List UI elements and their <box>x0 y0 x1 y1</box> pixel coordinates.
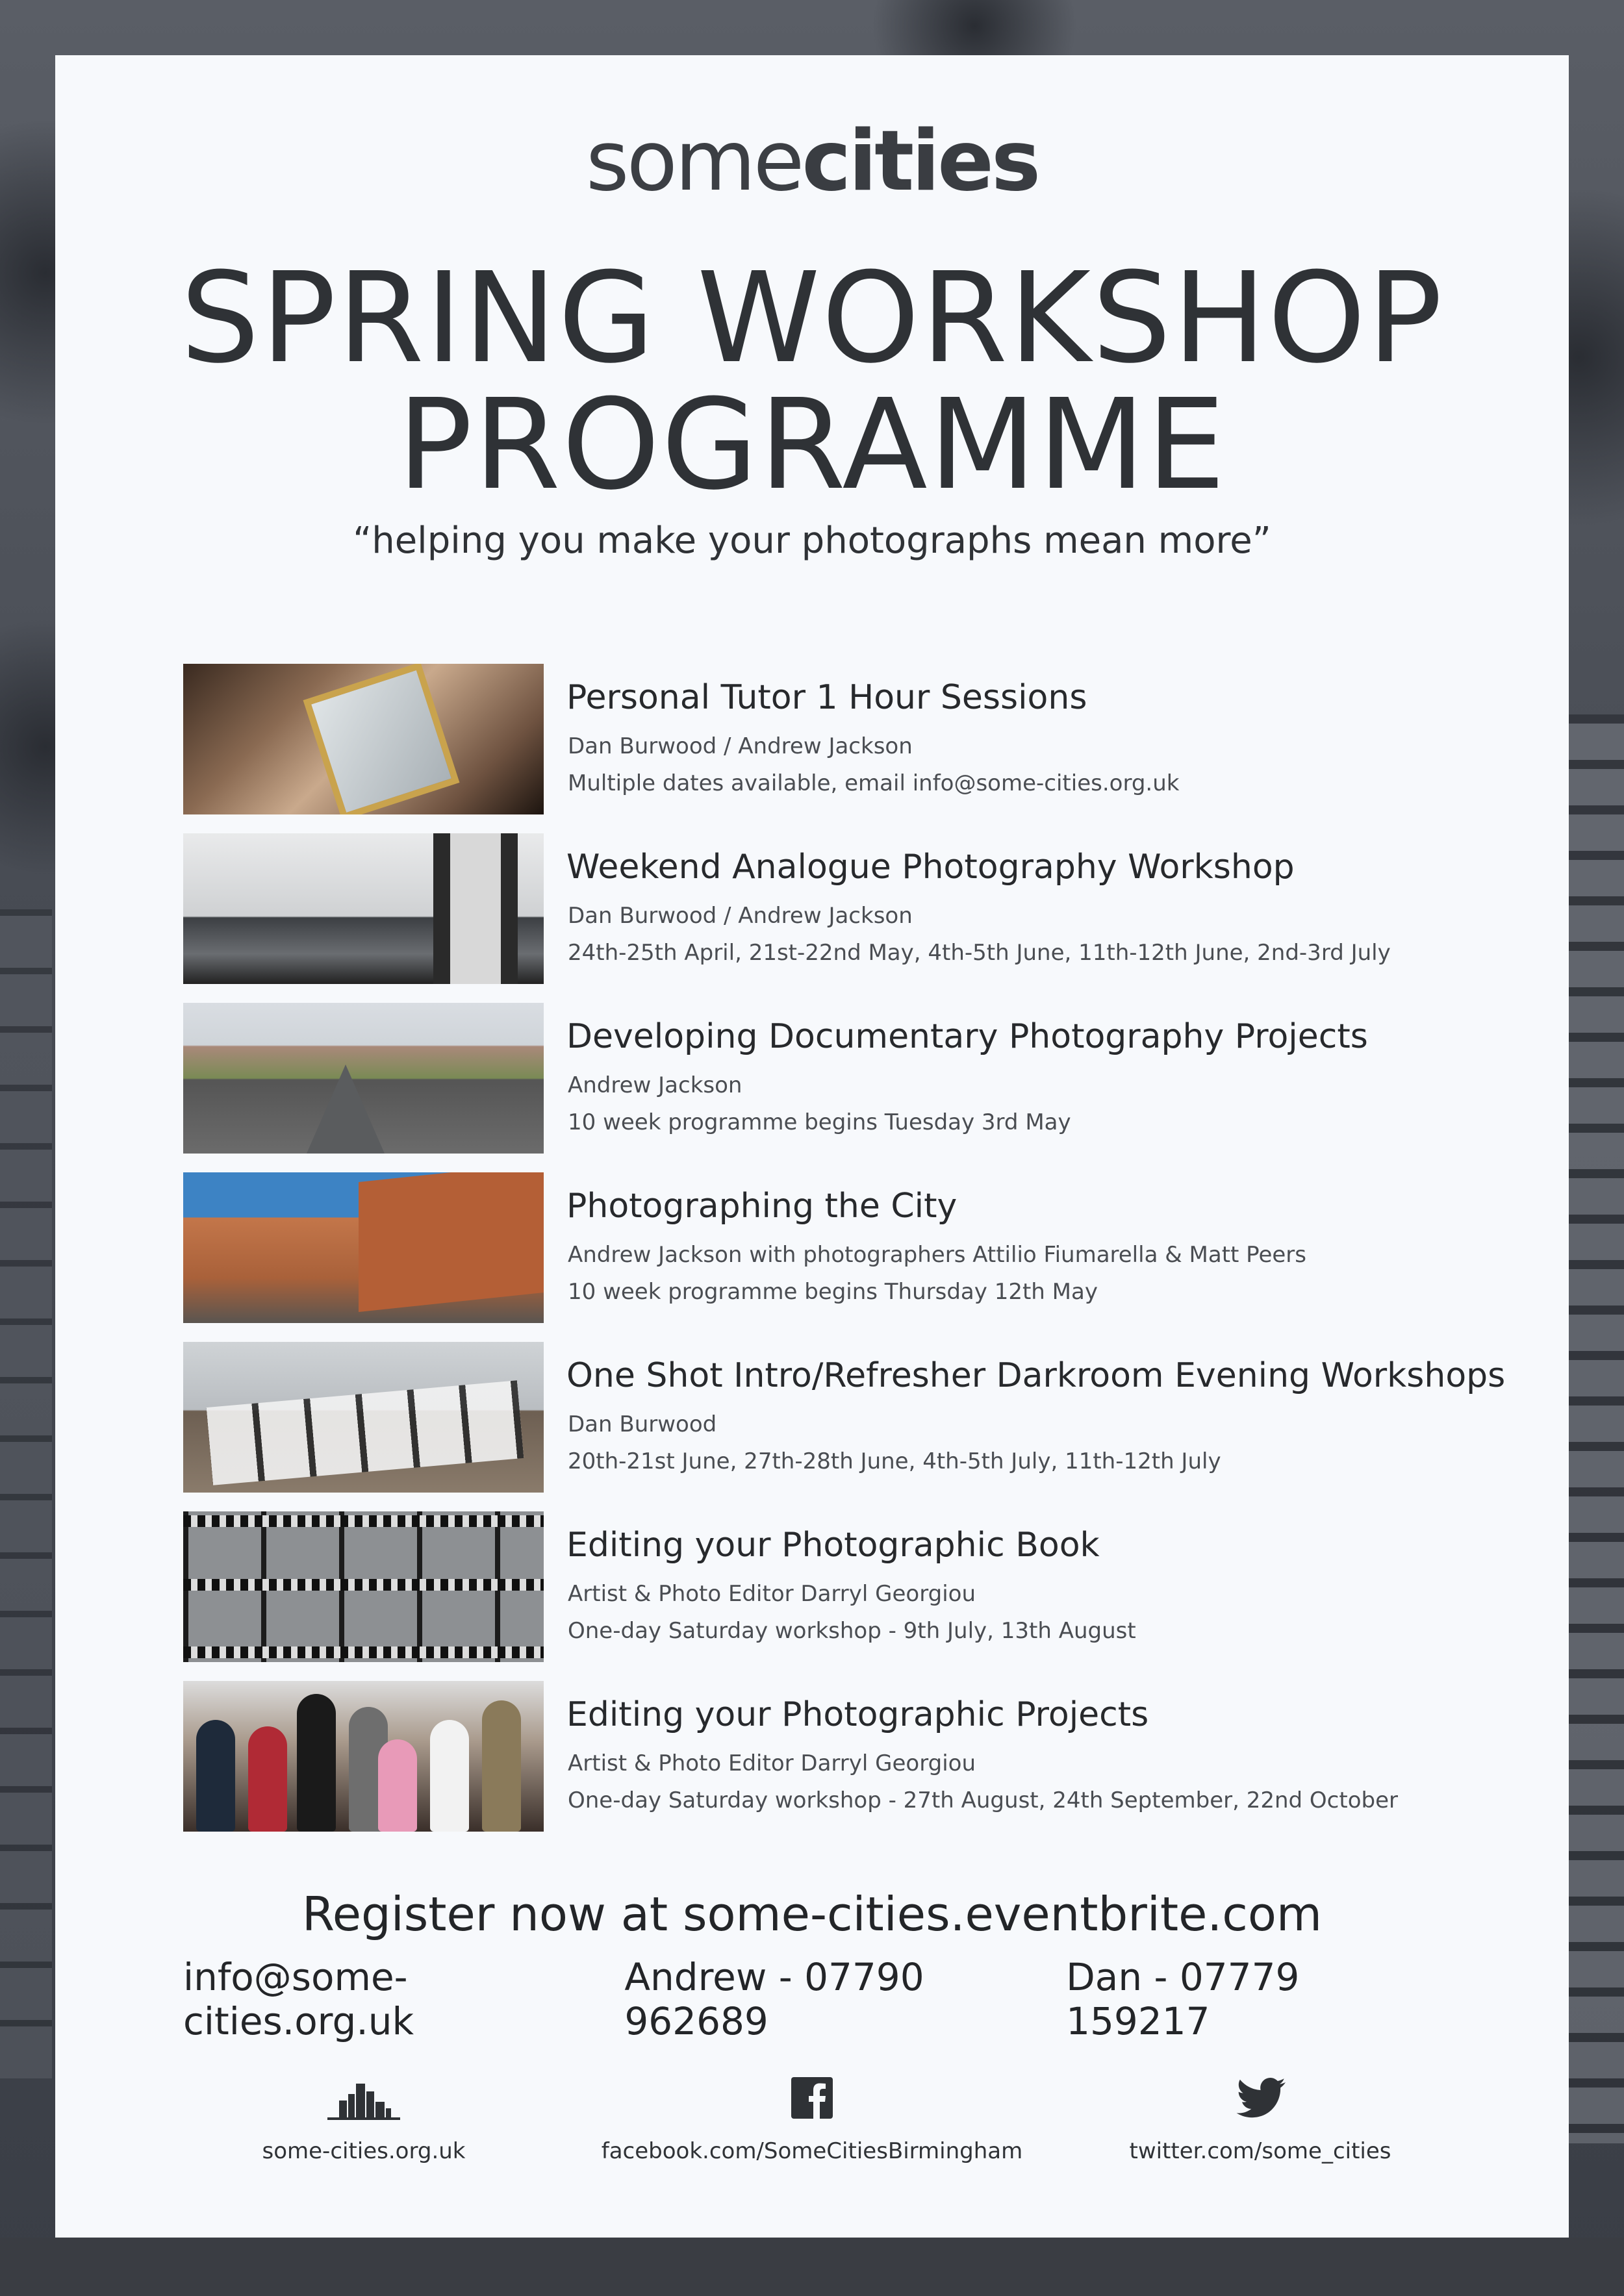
twitter-bird-icon <box>1231 2072 1289 2124</box>
workshop-photo-street <box>183 1003 544 1154</box>
workshop-tutors: Dan Burwood <box>568 1411 717 1437</box>
workshop-photo-contact-sheet <box>183 1511 544 1662</box>
workshop-photo-mirror <box>183 664 544 814</box>
workshop-tutors: Artist & Photo Editor Darryl Georgiou <box>568 1750 976 1776</box>
contact-line <box>183 1955 1443 2043</box>
workshop-tutors: Andrew Jackson with photographers Attilio Fiumarella & Matt Peers <box>568 1242 1306 1268</box>
workshop-tutors: Andrew Jackson <box>568 1072 742 1098</box>
twitter-link[interactable] <box>1098 2072 1423 2164</box>
workshop-item <box>183 1003 1482 1154</box>
workshop-dates: Multiple dates available, email info@some-cities.org.uk <box>568 770 1180 796</box>
contact-email[interactable]: info@some-cities.org.uk <box>183 1955 414 2043</box>
workshop-item <box>183 664 1482 814</box>
workshop-photo-man <box>183 833 544 984</box>
facebook-link[interactable] <box>585 2072 1039 2164</box>
workshop-tutors: Artist & Photo Editor Darryl Georgiou <box>568 1581 976 1607</box>
somecities-logo: somecities <box>585 113 1039 210</box>
workshop-title: Editing your Photographic Book <box>566 1526 1100 1565</box>
title-line-1: SPRING WORKSHOP <box>180 246 1444 391</box>
workshop-dates: 24th-25th April, 21st-22nd May, 4th-5th June, 11th-12th June, 2nd-3rd July <box>568 940 1391 966</box>
workshop-tutors: Dan Burwood / Andrew Jackson <box>568 733 913 759</box>
workshop-dates: One-day Saturday workshop - 27th August, 24th September, 22nd October <box>568 1787 1398 1813</box>
city-skyline-icon <box>325 2072 403 2124</box>
tagline: “helping you make your photographs mean more” <box>353 520 1271 562</box>
workshop-photo-building <box>183 1172 544 1323</box>
workshop-item <box>183 1511 1482 1662</box>
workshop-dates: 10 week programme begins Tuesday 3rd May <box>568 1109 1071 1135</box>
workshop-dates: 20th-21st June, 27th-28th June, 4th-5th July, 11th-12th July <box>568 1448 1221 1474</box>
workshop-item <box>183 1172 1482 1323</box>
title-line-2: PROGRAMME <box>397 373 1227 518</box>
contact-andrew: Andrew - 07790 962689 <box>624 1955 924 2043</box>
workshop-title: Photographing the City <box>566 1187 958 1226</box>
workshop-dates: 10 week programme begins Thursday 12th May <box>568 1279 1098 1305</box>
workshop-tutors: Dan Burwood / Andrew Jackson <box>568 903 913 929</box>
workshop-title: One Shot Intro/Refresher Darkroom Evening Workshops <box>566 1356 1506 1395</box>
workshop-photo-darkroom <box>183 1342 544 1493</box>
website-url: some-cities.org.uk <box>262 2138 466 2164</box>
facebook-url: facebook.com/SomeCitiesBirmingham <box>601 2138 1023 2164</box>
workshop-title: Developing Documentary Photography Projects <box>566 1017 1368 1056</box>
workshop-title: Weekend Analogue Photography Workshop <box>566 848 1295 887</box>
facebook-icon <box>786 2072 838 2124</box>
workshop-item <box>183 1681 1482 1832</box>
register-link[interactable]: Register now at some-cities.eventbrite.com <box>301 1887 1323 1941</box>
twitter-url: twitter.com/some_cities <box>1129 2138 1391 2164</box>
website-link[interactable] <box>253 2072 474 2164</box>
workshop-dates: One-day Saturday workshop - 9th July, 13th August <box>568 1618 1136 1644</box>
workshop-title: Editing your Photographic Projects <box>566 1695 1149 1734</box>
workshop-item <box>183 833 1482 984</box>
workshop-photo-group <box>183 1681 544 1832</box>
workshop-title: Personal Tutor 1 Hour Sessions <box>566 678 1087 717</box>
workshop-item <box>183 1342 1506 1493</box>
contact-dan: Dan - 07779 159217 <box>1066 1955 1300 2043</box>
